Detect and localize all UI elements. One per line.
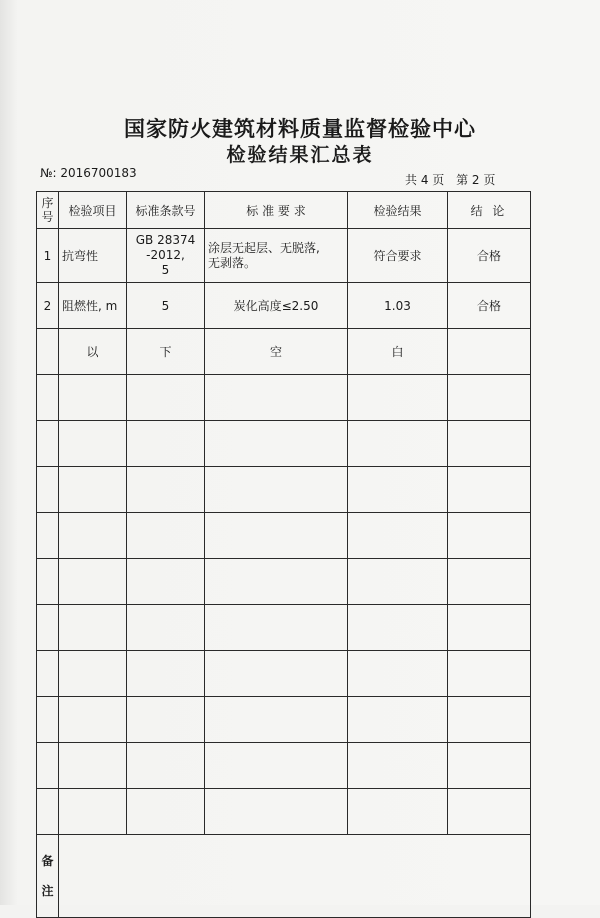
blank-marker-3: 空 <box>205 329 348 375</box>
row-requirement: 炭化高度≤2.50 <box>205 283 348 329</box>
row-item: 阻燃性, m <box>59 283 127 329</box>
header-requirement: 标 准 要 求 <box>205 192 348 229</box>
empty-row <box>37 697 531 743</box>
remarks-label: 备 注 <box>37 835 59 918</box>
empty-row <box>37 375 531 421</box>
header-conclusion: 结 论 <box>448 192 531 229</box>
empty-row <box>37 513 531 559</box>
row-conclusion: 合格 <box>448 283 531 329</box>
empty-row <box>37 605 531 651</box>
row-clause: GB 28374 -2012, 5 <box>127 229 205 283</box>
empty-row <box>37 421 531 467</box>
table-row <box>37 283 531 329</box>
table-header-row <box>37 192 531 229</box>
empty-row <box>37 467 531 513</box>
empty-row <box>37 743 531 789</box>
row-seq: 2 <box>37 283 59 329</box>
blank-marker-2: 下 <box>127 329 205 375</box>
empty-row <box>37 789 531 835</box>
blank-marker-row <box>37 329 531 375</box>
current-page: 第 2 页 <box>456 173 496 187</box>
row-conclusion: 合格 <box>448 229 531 283</box>
remarks-row <box>37 835 531 918</box>
header-result: 检验结果 <box>348 192 448 229</box>
row-seq: 1 <box>37 229 59 283</box>
header-item: 检验项目 <box>59 192 127 229</box>
remarks-content <box>59 835 531 918</box>
empty-row <box>37 559 531 605</box>
empty-row <box>37 651 531 697</box>
row-requirement: 涂层无起层、无脱落, 无剥落。 <box>205 229 348 283</box>
blank-marker-1: 以 <box>59 329 127 375</box>
document-number: №: 2016700183 <box>40 166 137 180</box>
header-seq: 序 号 <box>37 192 59 229</box>
blank-marker-4: 白 <box>348 329 448 375</box>
row-result: 1.03 <box>348 283 448 329</box>
total-pages: 共 4 页 <box>405 173 445 187</box>
table-row <box>37 229 531 283</box>
header-clause: 标准条款号 <box>127 192 205 229</box>
org-title: 国家防火建筑材料质量监督检验中心 <box>124 117 476 141</box>
results-table <box>36 191 531 918</box>
report-title: 检验结果汇总表 <box>226 144 374 166</box>
row-result: 符合要求 <box>348 229 448 283</box>
page-info <box>405 171 503 188</box>
row-item: 抗弯性 <box>59 229 127 283</box>
row-clause: 5 <box>127 283 205 329</box>
